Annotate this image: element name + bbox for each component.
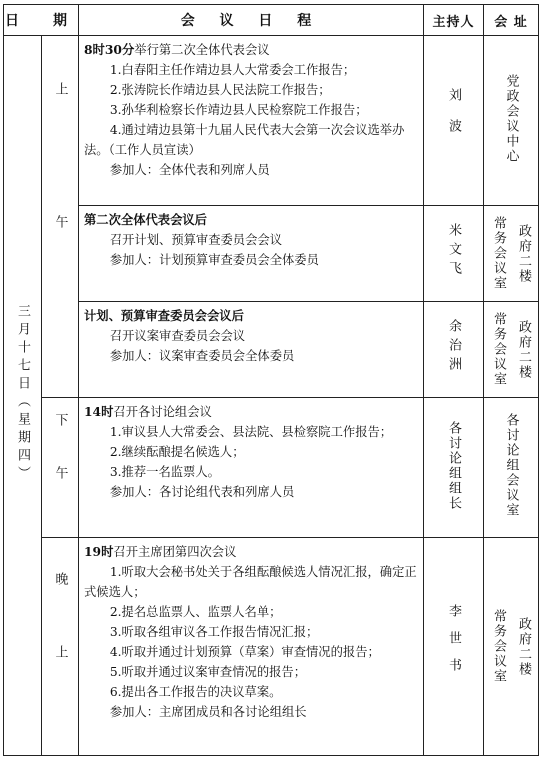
agenda-item: 1.审议县人大常委会、县法院、县检察院工作报告； xyxy=(109,425,393,439)
agenda-item: 召开计划、预算审查委员会会议 xyxy=(109,233,282,247)
session-heading: 计划、预算审查委员会会议后 xyxy=(84,308,244,323)
session-row xyxy=(4,538,539,756)
session-content xyxy=(79,398,424,538)
venue-cell: 常务会议室 政府二楼 xyxy=(484,302,539,398)
host-cell: 各讨论组组长 xyxy=(424,398,484,538)
session-row xyxy=(4,398,539,538)
host-cell: 余治洲 xyxy=(424,302,484,398)
session-heading: 第二次全体代表会议后 xyxy=(84,212,207,227)
agenda-item: 3.听取各组审议各工作报告情况汇报； xyxy=(109,625,319,639)
date-cell xyxy=(4,36,42,756)
attendees: 参加人：全体代表和列席人员 xyxy=(109,163,270,177)
venue-cell: 党政会议中心 xyxy=(484,36,539,206)
session-heading: 14时召开各讨论组会议 xyxy=(84,404,212,419)
period-evening: 晚上 xyxy=(42,538,79,756)
attendees: 参加人：各讨论组代表和列席人员 xyxy=(109,485,295,499)
agenda-item: 召开议案审查委员会会议 xyxy=(109,329,246,343)
host-cell: 刘波 xyxy=(424,36,484,206)
venue-header: 会 址 xyxy=(484,5,539,36)
agenda-item: 2.继续酝酿提名候选人； xyxy=(109,445,245,459)
venue-cell: 常务会议室 政府二楼 xyxy=(484,206,539,302)
agenda-item: 1.白春阳主任作靖边县人大常委会工作报告； xyxy=(109,63,356,77)
session-row xyxy=(4,36,539,206)
agenda-item: 1.听取大会秘书处关于各组酝酿候选人情况汇报，确定正式候选人； xyxy=(84,565,417,599)
attendees: 参加人：计划预算审查委员会全体委员 xyxy=(109,253,319,267)
session-content xyxy=(79,302,424,398)
host-cell: 米文飞 xyxy=(424,206,484,302)
session-heading: 8时30分举行第二次全体代表会议 xyxy=(84,42,270,57)
agenda-header: 会 议 日 程 xyxy=(79,5,424,36)
session-content xyxy=(79,538,424,756)
host-cell: 李世书 xyxy=(424,538,484,756)
session-row xyxy=(4,206,539,302)
agenda-item: 2.张涛院长作靖边县人民法院工作报告； xyxy=(109,83,331,97)
host-header: 主持人 xyxy=(424,5,484,36)
period-morning: 上午 xyxy=(42,36,79,398)
agenda-item: 3.孙华利检察长作靖边县人民检察院工作报告； xyxy=(109,103,368,117)
agenda-item: 6.提出各工作报告的决议草案。 xyxy=(109,685,282,699)
agenda-item: 4.通过靖边县第十九届人民代表大会第一次会议选举办法。（工作人员宣读） xyxy=(84,123,405,157)
session-content xyxy=(79,36,424,206)
schedule-table xyxy=(3,4,539,756)
session-heading: 19时召开主席团第四次会议 xyxy=(84,544,237,559)
venue-cell: 各讨论组会议室 xyxy=(484,398,539,538)
attendees: 参加人：主席团成员和各讨论组组长 xyxy=(109,705,307,719)
session-row xyxy=(4,302,539,398)
period-afternoon: 下午 xyxy=(42,398,79,538)
agenda-item: 4.听取并通过计划预算（草案）审查情况的报告； xyxy=(109,645,380,659)
agenda-item: 2.提名总监票人、监票人名单； xyxy=(109,605,282,619)
agenda-item: 3.推荐一名监票人。 xyxy=(109,465,220,479)
venue-cell: 常务会议室 政府二楼 xyxy=(484,538,539,756)
date-label: 三月十七日（星期四） xyxy=(15,303,30,484)
agenda-item: 5.听取并通过议案审查情况的报告； xyxy=(109,665,307,679)
header-row xyxy=(4,5,539,36)
session-content xyxy=(79,206,424,302)
attendees: 参加人：议案审查委员会全体委员 xyxy=(109,349,295,363)
date-header: 日 期 xyxy=(4,5,79,36)
